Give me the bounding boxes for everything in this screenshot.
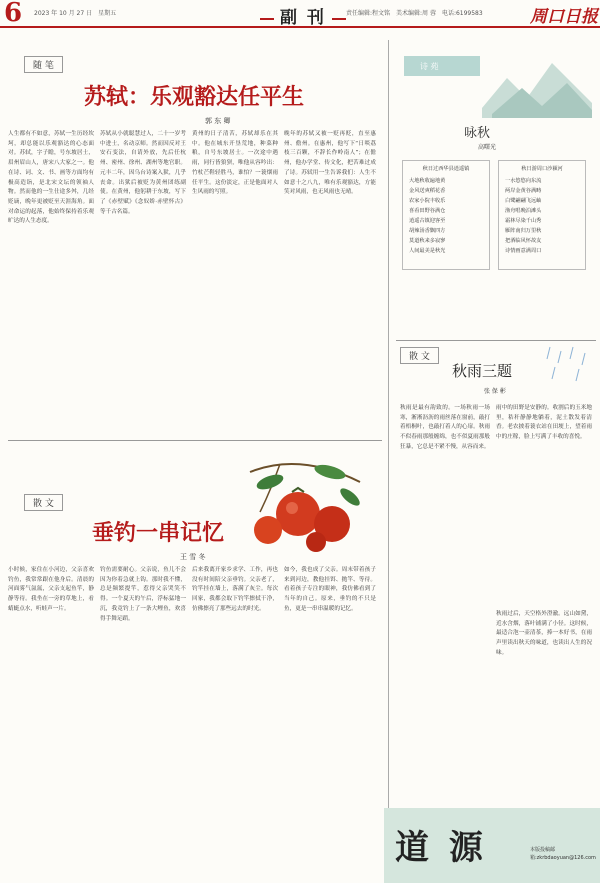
page-number: 6 bbox=[4, 0, 23, 28]
essay1-column-1: 人生都有不如意，苏轼一生历经坎坷，却总能以乐观豁达的心态面对。苏轼，字子瞻，号东坡居士，眉州眉山人，唐宋八大家之一。他在诗、词、文、书、画等方面均有极高造诣，是北宋文坛的领袖人物。然而他的一生仕途多舛，几经贬谪，晚年更被贬至天涯海角。面对命运的起落，他始终保持着乐观旷达的人生态度。 bbox=[8, 131, 94, 225]
footer-contact: 本版投稿邮箱:zkrbdaoyuan@126.com bbox=[530, 847, 596, 861]
essay3-title: 秋雨三题 bbox=[452, 362, 513, 380]
essay1-title: 苏轼：乐观豁达任平生 bbox=[84, 84, 305, 110]
rain-illustration bbox=[545, 345, 595, 385]
essay1-column-4: 晚年的苏轼又被一贬再贬，直至惠州、儋州。在惠州，他写下“日啖荔枝三百颗，不辞长作岭南人”；在儋州，他办学堂、传文化，把苦难过成了诗。苏轼用一生告诉我们：人生不如意十之八九，唯有乐观豁达，方能笑对风雨，也无风雨也无晴。 bbox=[284, 131, 376, 196]
footer-title: 道 源 bbox=[395, 828, 487, 868]
essay1-author: 郭 东 卿 bbox=[205, 117, 231, 125]
poem-line: 逍遥古镇迎客至 bbox=[409, 218, 446, 224]
poem-author: 高曙光 bbox=[478, 144, 497, 151]
essay2-column-4: 如今，我也成了父亲。周末带着孩子来到河边，教他挂饵、抛竿、等待。看着孩子专注的眼神，我仿佛看到了当年的自己。原来，垂钓的不只是鱼，更是一串串温暖的记忆。 bbox=[284, 567, 376, 612]
poem-line: 胡辣汤香飘四方 bbox=[409, 228, 446, 234]
newspaper-logo: 周口日报 bbox=[530, 7, 598, 27]
essay2-author: 王 雪 冬 bbox=[180, 553, 206, 561]
poem-line: 把酒临风怀故友 bbox=[505, 238, 542, 244]
poem-line: 渔舟唱晚泊滩头 bbox=[505, 208, 542, 214]
poem-line: 两岸金黄谷满畴 bbox=[505, 188, 542, 194]
essay3-tag: 散 文 bbox=[400, 347, 439, 364]
essay1-column-2: 苏轼从小就聪慧过人，二十一岁考中进士，名动京师。然而因反对王安石变法，自请外放，先后任杭州、密州、徐州、湖州等地官职。元丰二年，因乌台诗案入狱，几乎丧命。出狱后被贬为黄州团练副使。在黄州，他躬耕于东坡，写下了《赤壁赋》《念奴娇·赤壁怀古》等千古名篇。 bbox=[100, 131, 186, 215]
poem-line: 霜林尽染千山秀 bbox=[505, 218, 542, 224]
essay1-tag: 随 笔 bbox=[24, 56, 63, 73]
section-divider bbox=[8, 440, 382, 441]
editor-credits: 责任编辑:程文铭 美术编辑:周 蓉 电话:6199583 bbox=[346, 10, 483, 17]
poem-box-1-lines bbox=[403, 172, 489, 260]
essay3-column-2: 雨中的田野是安静的。收割后的玉米地里，秸秆静静地躺着，泥土散发着清香。老农披着蓑衣站在田埂上，望着雨中的庄稼，脸上写满了丰收的喜悦。 bbox=[496, 405, 592, 441]
poem-box-2-heading: 秋日游周口沙颍河 bbox=[521, 166, 563, 172]
poem-box-1 bbox=[402, 160, 490, 270]
page-header bbox=[0, 0, 600, 28]
poem-line: 诗情画意满周口 bbox=[505, 248, 542, 254]
poem-line: 大地秋收遍地黄 bbox=[409, 178, 446, 184]
essay3-column-3: 秋雨过后，天空格外澄澈。远山如黛，近水含烟，落叶铺满了小径。这时候，最适合泡一壶清茶，捧一本好书，在雨声里读出秋天的味道，也读出人生的况味。 bbox=[496, 611, 592, 656]
column-divider bbox=[388, 40, 389, 810]
poem-box-2 bbox=[498, 160, 586, 270]
issue-date: 2023 年 10 月 27 日 星期五 bbox=[34, 10, 117, 17]
essay1-column-3: 黄州的日子清苦，苏轼却乐在其中。他在城东开垦荒地，种菜种粮，自号东坡居士。一次途中遇雨，同行皆狼狈，唯他从容吟出：竹杖芒鞋轻胜马，谁怕？一蓑烟雨任平生。这份淡定，正是他面对人生风雨的写照。 bbox=[192, 131, 278, 196]
poem-line: 喜看田野谷满仓 bbox=[409, 208, 446, 214]
poem-line: 农家小院丰收乐 bbox=[409, 198, 446, 204]
persimmon-illustration bbox=[240, 442, 366, 558]
poem-title: 咏秋 bbox=[464, 126, 491, 141]
essay2-title: 垂钓一串记忆 bbox=[92, 520, 225, 546]
poem-line: 一水悠悠向东流 bbox=[505, 178, 542, 184]
section-title: 副 刊 bbox=[254, 3, 352, 28]
sidebar-divider bbox=[396, 340, 596, 341]
poem-box-1-heading: 秋日过西华县逍遥镇 bbox=[422, 166, 470, 172]
mountain-illustration bbox=[482, 48, 592, 118]
poetry-banner bbox=[404, 56, 480, 76]
essay3-column-1: 秋雨是最有韵致的。一场秋雨一场寒，淅淅沥沥的雨丝落在窗前，敲打着梧桐叶，也敲打着人的心扉。秋雨不似春雨那般缠绵，也不似夏雨那般狂暴，它总是不紧不慢，从容而来。 bbox=[400, 405, 490, 450]
poem-box-2-lines bbox=[499, 172, 585, 260]
poem-line: 人间最美是秋光 bbox=[409, 248, 446, 254]
essay3-author: 张 保 彬 bbox=[484, 388, 506, 395]
essay2-column-3: 后来我离开家乡求学、工作，再也没有时间陪父亲垂钓。父亲老了，钓竿挂在墙上，落满了灰尘。每次回家，我都会取下钓竿擦拭干净，仿佛擦亮了那些远去的时光。 bbox=[192, 567, 278, 612]
poem-line: 金风送爽稻花香 bbox=[409, 188, 446, 194]
poetry-banner-label: 诗 苑 bbox=[420, 62, 439, 71]
essay2-column-2: 钓鱼需要耐心。父亲说，鱼儿不会因为你着急就上钩。那时我不懂，总是频繁提竿，惹得父亲哭笑不得。一个夏天的午后，浮标猛地一沉，我竟钓上了一条大鲤鱼，欢喜得手舞足蹈。 bbox=[100, 567, 186, 622]
essay2-tag: 散 文 bbox=[24, 494, 63, 511]
poem-line: 雁阵南归万里秋 bbox=[505, 228, 542, 234]
essay2-column-1: 小时候，家住在小河边，父亲喜欢钓鱼，我常常跟在他身后。清晨的河面雾气氤氲，父亲支起鱼竿，静静等待。我坐在一旁的草地上，看蜻蜓点水，听蛙声一片。 bbox=[8, 567, 94, 612]
poem-line: 白鹭翩翩飞远岫 bbox=[505, 198, 542, 204]
poem-line: 莫道秋来多寂寥 bbox=[409, 238, 446, 244]
